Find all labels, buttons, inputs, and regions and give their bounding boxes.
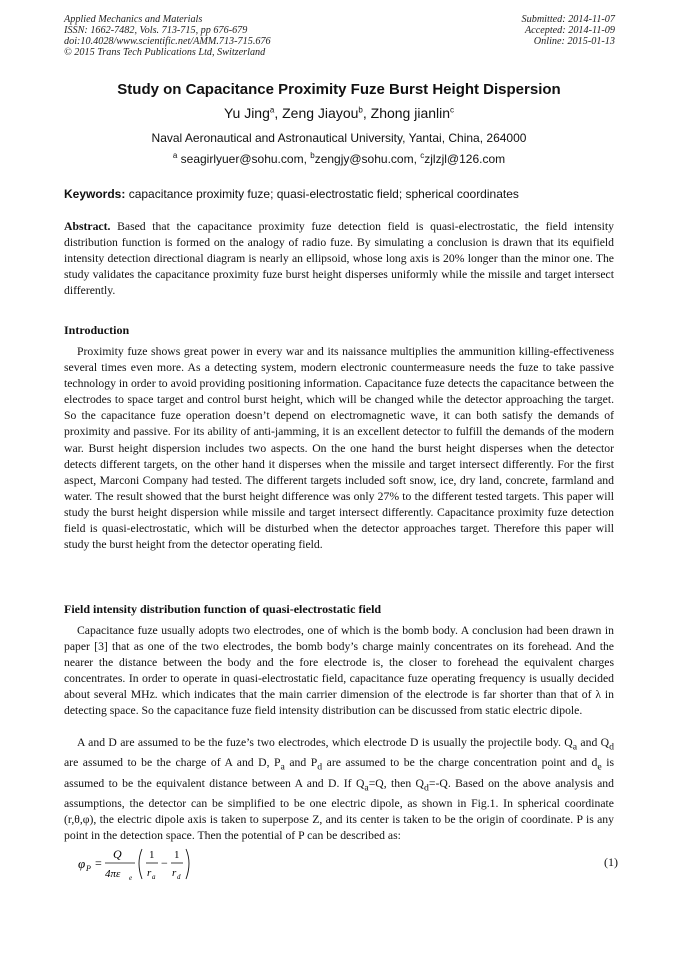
affiliation: Naval Aeronautical and Astronautical University, Yantai, China, 264000 bbox=[151, 131, 527, 145]
online-date: Online: 2015-01-13 bbox=[533, 36, 615, 47]
email-address: zengjy@sohu.com, bbox=[314, 152, 421, 166]
paragraph-text: and P bbox=[284, 756, 318, 770]
equals-sign: = bbox=[95, 856, 102, 870]
email-marker: a bbox=[172, 151, 178, 160]
numerator-one-a: 1 bbox=[149, 849, 155, 861]
email-marker: c bbox=[420, 151, 425, 160]
right-paren bbox=[186, 849, 189, 879]
paragraph-text: =-Q. Based on the above analysis and assumptions, the detector can be simplified to be one electric dipole, as shown in Fig.1. In spherical coordinate (r,θ,φ), the electric dipole axis is taken to superpose Z, and its center is taken to be the origin of coordinate. P is any point in the detection space. Then the potential of P can be described as: bbox=[64, 776, 614, 843]
author-separator: , bbox=[274, 105, 283, 121]
field-paragraph-2 bbox=[64, 735, 614, 845]
subscript: d bbox=[424, 782, 429, 794]
section-heading-introduction: Introduction bbox=[64, 323, 130, 337]
journal-name: Applied Mechanics and Materials bbox=[64, 14, 203, 25]
potential-formula bbox=[78, 846, 278, 886]
paper-title: Study on Capacitance Proximity Fuze Burst Height Dispersion bbox=[117, 81, 561, 98]
issn-line: ISSN: 1662-7482, Vols. 713-715, pp 676-679 bbox=[64, 25, 248, 36]
paragraph-text: are assumed to be the charge of A and D, P bbox=[64, 756, 281, 770]
subscript: d bbox=[317, 761, 323, 773]
author-marker: a bbox=[269, 105, 275, 115]
r-a: r bbox=[147, 867, 152, 879]
r-d-subscript: d bbox=[177, 873, 181, 881]
equation-number: (1) bbox=[604, 855, 618, 869]
subscript: a bbox=[364, 782, 369, 794]
field-paragraph-1: Capacitance fuze usually adopts two electrodes, one of which is the bomb body. A conclusion had been drawn in paper [3] that as one of the two electrodes, the bomb body’s charge mainly concentrates on its forehead. And the nearer the distance between the body and the fore electrode is, the closer to forehead the equivalent charges concentrates. In order to operate in quasi-electrostatic field, capacitance fuze operating frequency is usually decided about several MHz. which indicates that the main carrier dimension of the electrode is far shorter than that of λ in detecting space. So the capacitance fuze field intensity distribution can be discussed from static electric dipole. bbox=[64, 624, 614, 718]
denominator-subscript: e bbox=[129, 874, 133, 882]
doi-line: doi:10.4028/www.scientific.net/AMM.713-715.676 bbox=[64, 36, 271, 47]
minus-sign: − bbox=[161, 856, 168, 870]
copyright-line: © 2015 Trans Tech Publications Ltd, Switzerland bbox=[64, 47, 266, 58]
r-a-subscript: a bbox=[152, 873, 156, 881]
numerator: Q bbox=[113, 847, 122, 861]
paragraph-text: and Q bbox=[577, 736, 610, 749]
abstract-text: Based that the capacitance proximity fuze detection field is quasi-electrostatic, the field intensity distribution function is formed on the analogy of radio fuze. By simulating a conclusion is drawn that its equifield intensity detection directional diagram is nearly an ellipsoid, whose long axis is 20% longer than the minor one. The study validates the capacitance proximity fuze burst height disperses uniformly while the missile and target intersect differently. bbox=[64, 220, 614, 298]
author-name: Zhong jianlin bbox=[370, 105, 451, 121]
author-emails bbox=[0, 152, 678, 167]
abstract bbox=[64, 219, 614, 299]
subscript: e bbox=[597, 761, 602, 773]
paragraph-text: is assumed to be the equivalent distance between A and D. If Q bbox=[64, 756, 615, 790]
phi-subscript: P bbox=[86, 864, 91, 873]
denominator: 4πε bbox=[105, 868, 121, 880]
phi-symbol: φ bbox=[78, 856, 86, 871]
author-marker: b bbox=[358, 105, 363, 115]
paragraph-text: =Q, then Q bbox=[368, 776, 425, 790]
author-list bbox=[0, 104, 678, 122]
author-name: Zeng Jiayou bbox=[282, 105, 359, 121]
author-name: Yu Jing bbox=[223, 105, 270, 121]
email-marker: b bbox=[310, 151, 315, 160]
keywords-text: capacitance proximity fuze; quasi-electrostatic field; spherical coordinates bbox=[125, 187, 519, 201]
author-marker: c bbox=[450, 105, 455, 115]
keywords-label: Keywords: bbox=[64, 187, 126, 201]
submitted-date: Submitted: 2014-11-07 bbox=[521, 14, 615, 25]
dates-info bbox=[522, 14, 615, 47]
numerator-one-d: 1 bbox=[174, 849, 180, 861]
email-address: seagirlyuer@sohu.com, bbox=[177, 152, 311, 166]
left-paren bbox=[139, 849, 142, 879]
accepted-date: Accepted: 2014-11-09 bbox=[524, 25, 615, 36]
subscript: a bbox=[572, 741, 578, 753]
paragraph-text: A and D are assumed to be the fuze’s two electrodes, which electrode D is usually the projectile body. Q bbox=[77, 736, 573, 749]
email-address: zjlzjl@126.com bbox=[424, 152, 506, 166]
equation-1 bbox=[78, 846, 618, 886]
r-d: r bbox=[172, 867, 177, 879]
keywords bbox=[64, 187, 614, 202]
subscript: d bbox=[609, 741, 614, 753]
introduction-paragraph: Proximity fuze shows great power in every war and its naissance multiplies the ammunition killing-effectiveness several times even more. As a detecting system, modern electronic countermeasure needs the fuze to take passive technology in order to avoid providing positioning information. Capacitance fuze detects the capacitance between the electrodes to space target and control burst height, which will be changed while the detector approaching the target. So the capacitance fuze operation doesn’t depend on electromagnetic wave, it can both satisfy the demands of proximity and passive. For its ability of anti-jamming, it is an excellent detector to fulfill the demands of the modern war. Burst height dispersion includes two aspects. On the one hand the burst height disperses when the detector detects different targets, on the other hand it disperses when the missile and target intersect differently. For the first aspect, Marconi Company had tested. The different targets included soft snow, ice, dry land, concrete, farmland and water. The result showed that the burst height difference was only 27% to the different tested targets. This paper will study the burst height dispersion while missile and target intersect differently. Capacitance proximity fuze detection field is quasi-electrostatic, which will be disturbed when the detector approaches target. Therefore this paper will study the burst height from the detector operating field. bbox=[64, 345, 614, 552]
section-heading-field: Field intensity distribution function of quasi-electrostatic field bbox=[64, 602, 382, 616]
journal-info bbox=[64, 14, 271, 58]
paragraph-text: are assumed to be the charge concentration point and d bbox=[322, 756, 598, 770]
subscript: a bbox=[280, 761, 285, 773]
abstract-label: Abstract. bbox=[64, 220, 111, 233]
author-separator: , bbox=[362, 105, 371, 121]
